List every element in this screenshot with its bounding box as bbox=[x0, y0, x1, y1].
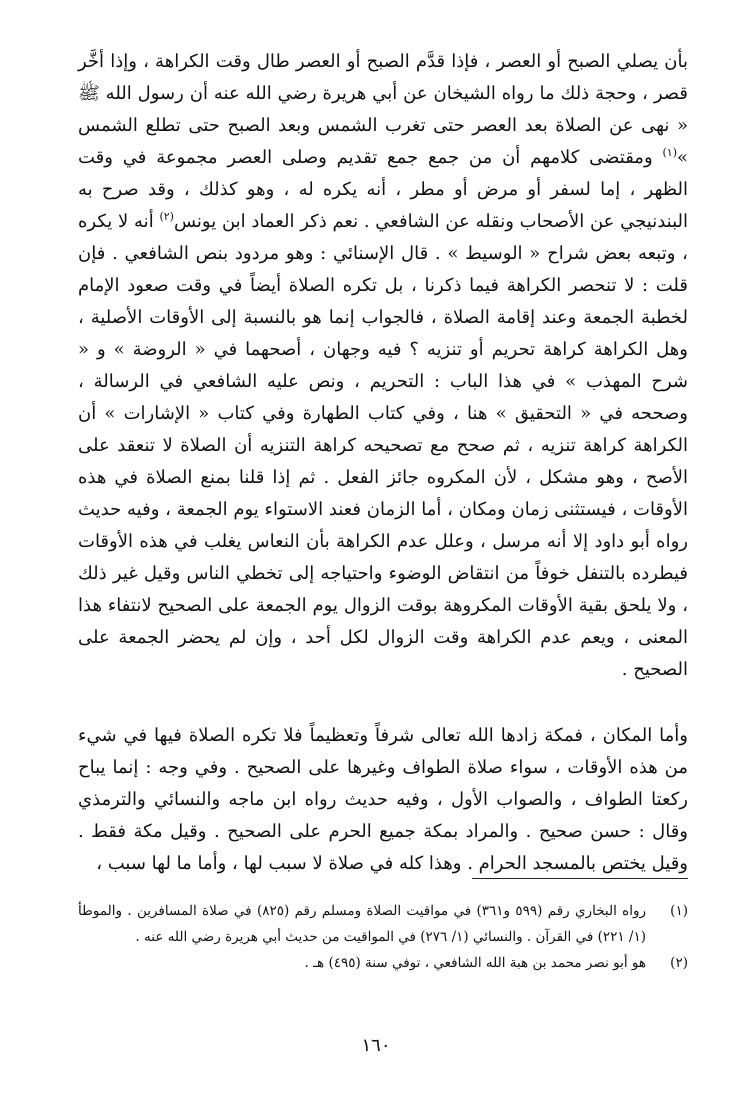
paragraph-1-part-2: ومقتضى كلامهم أن من جمع جمع تقديم وصلى العصر مجموعة في وقت الظهر ، إما لسفر أو مرض أو مطر ، أنه يكره له ، وهو كذلك ، وقد صرح به البندنيجي عن الأصحاب ونقله عن الشافعي . نعم ذكر العماد ابن يونس bbox=[78, 147, 689, 232]
footnote-number: (١) bbox=[670, 903, 688, 919]
footnote-text: رواه البخاري رقم (٥٩٩ و٣٦١) في مواقيت الصلاة ومسلم رقم (٨٢٥) في صلاة المسافرين . والموطأ (١/ ٢٢١) في القرآن . والنسائي (١/ ٢٧٦) في المواقيت من حديث أبي هريرة رضي الله عنه . bbox=[78, 903, 647, 945]
footnote-ref-2: (٢) bbox=[159, 210, 174, 223]
page-number: ١٦٠ bbox=[361, 1035, 391, 1056]
paragraph-spacer bbox=[78, 686, 688, 720]
footnote-ref-1: (١) bbox=[662, 146, 677, 159]
paragraph-1 bbox=[78, 46, 688, 686]
footnote-1 bbox=[78, 898, 688, 950]
footnotes bbox=[78, 898, 688, 976]
paragraph-2: وأما المكان ، فمكة زادها الله تعالى شرفاً وتعظيماً فلا تكره الصلاة فيها في شيء من هذه الأوقات ، سواء صلاة الطواف وغيرها على الصحيح . وفي وجه : إنما يباح ركعتا الطواف ، والصواب الأول ، وفيه حديث رواه ابن ماجه والنسائي والترمذي وقال : حسن صحيح . والمراد بمكة جميع الحرم على الصحيح . وقيل مكة فقط . وقيل يختص بالمسجد الحرام . وهذا كله في صلاة لا سبب لها ، وأما ما لها سبب ، bbox=[78, 725, 688, 874]
paragraph-1-part-3: أنه لا يكره ، وتبعه بعض شراح « الوسيط » . قال الإسنائي : وهو مردود بنص الشافعي . فإن قلت : لا تنحصر الكراهة فيما ذكرنا ، بل تكره الصلاة أيضاً في وقت صعود الإمام لخطبة الجمعة وعند إقامة الصلاة ، فالجواب إنما هو بالنسبة إلى الأوقات الأصلية ، وهل الكراهة كراهة تحريم أو تنزيه ؟ فيه وجهان ، أصحهما في « الروضة » و « شرح المهذب » في هذا الباب : التحريم ، ونص عليه الشافعي في الرسالة ، وصححه في « التحقيق » هنا ، وفي كتاب الطهارة وفي كتاب « الإشارات » أن الكراهة كراهة تنزيه ، ثم صحح مع تصحيحه كراهة التنزيه أن الصلاة لا تنعقد على الأصح ، وهو مشكل ، لأن المكروه جائز الفعل . ثم إذا قلنا بمنع الصلاة في هذه الأوقات ، فيستثنى زمان ومكان ، أما الزمان فعند الاستواء يوم الجمعة ، وفيه حديث رواه أبو داود إلا أنه مرسل ، وعلل عدم الكراهة بأن النعاس يغلب في هذه الأوقات فيطرده بالتنفل خوفاً من انتقاض الوضوء واحتياجه إلى تخطي الناس وقيل غير ذلك ، ولا يلحق بقية الأوقات المكروهة بوقت الزوال يوم الجمعة على الصحيح لانتفاء هذا المعنى ، ويعم عدم الكراهة وقت الزوال لكل أحد ، وإن لم يحضر الجمعة على الصحيح . bbox=[78, 211, 688, 680]
paragraph-1-part-1: بأن يصلي الصبح أو العصر ، فإذا قدَّم الصبح أو العصر طال وقت الكراهة ، وإذا أخَّر قصر ، وحجة ذلك ما رواه الشيخان عن أبي هريرة رضي الله عنه أن رسول الله ﷺ « نهى عن الصلاة بعد العصر حتى تغرب الشمس وبعد الصبح حتى تطلع الشمس » bbox=[78, 51, 688, 168]
main-text bbox=[78, 46, 688, 880]
footnote-text: هو أبو نصر محمد بن هبة الله الشافعي ، توفي سنة (٤٩٥) هـ . bbox=[304, 955, 646, 971]
footnote-divider bbox=[472, 878, 688, 879]
footnote-2 bbox=[78, 950, 688, 976]
footnote-number: (٢) bbox=[670, 955, 688, 971]
